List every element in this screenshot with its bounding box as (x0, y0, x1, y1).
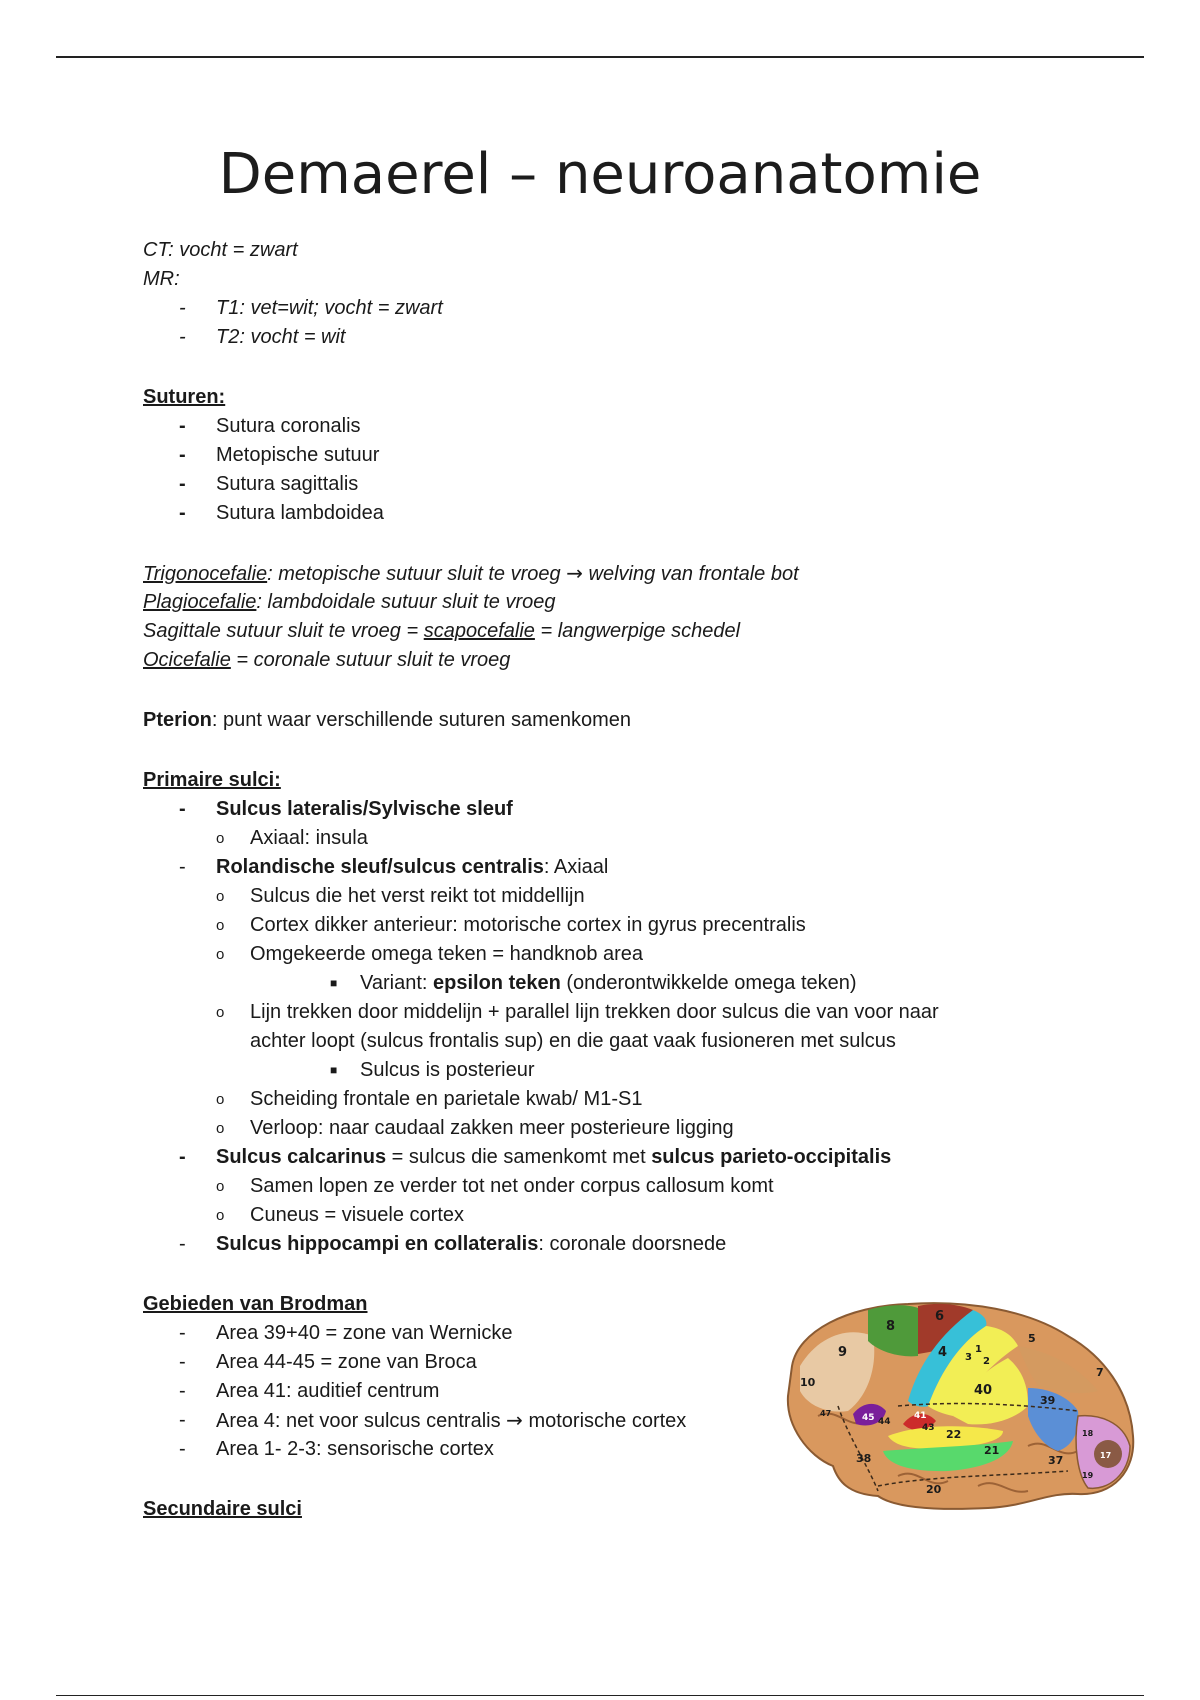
list-item: ■ Sulcus is posterieur (330, 1059, 535, 1081)
list-item: o Cortex dikker anterieur: motorische cortex in gyrus precentralis (216, 914, 806, 936)
list-item: o Cuneus = visuele cortex (216, 1204, 465, 1226)
brain-label: 22 (946, 1428, 962, 1441)
list-item: ■ Variant: epsilon teken (onderontwikkelde omega teken) (330, 972, 857, 994)
brain-label: 5 (1028, 1332, 1036, 1345)
brain-label: 9 (838, 1345, 848, 1360)
brain-label: 18 (1082, 1429, 1094, 1438)
list-item: o Verloop: naar caudaal zakken meer posterieure ligging (216, 1117, 734, 1139)
list-item-continuation: achter loopt (sulcus frontalis sup) en die gaat vaak fusioneren met sulcus (250, 1030, 896, 1052)
brain-label: 7 (1096, 1366, 1104, 1379)
brain-label: 4 (938, 1345, 948, 1360)
secundaire-heading: Secundaire sulci (143, 1498, 302, 1520)
list-item: - Metopische sutuur (179, 444, 380, 466)
brain-label: 2 (983, 1356, 990, 1367)
brain-label: 20 (926, 1483, 942, 1496)
list-item: o Sulcus die het verst reikt tot middellijn (216, 885, 585, 907)
list-item: - Sulcus lateralis/Sylvische sleuf (179, 798, 513, 820)
list-item: o Lijn trekken door middelijn + parallel lijn trekken door sulcus die van voor naar (216, 1001, 939, 1023)
arrow-icon: → (566, 561, 583, 585)
brain-label: 17 (1100, 1451, 1112, 1460)
plagiocefalie-line: Plagiocefalie: lambdoidale sutuur sluit te vroeg (143, 591, 556, 613)
list-item: - Rolandische sleuf/sulcus centralis: Axiaal (179, 856, 609, 878)
brain-label: 37 (1048, 1454, 1064, 1467)
list-item: - Area 39+40 = zone van Wernicke (179, 1322, 513, 1344)
list-item: o Scheiding frontale en parietale kwab/ M1-S1 (216, 1088, 643, 1110)
list-item: - Area 4: net voor sulcus centralis → motorische cortex (179, 1408, 687, 1432)
trigonocefalie-line: Trigonocefalie: metopische sutuur sluit te vroeg → welving van frontale bot (143, 561, 799, 585)
brain-label: 45 (862, 1413, 875, 1423)
ocicefalie-line: Ocicefalie = coronale sutuur sluit te vroeg (143, 649, 511, 671)
brain-label: 40 (974, 1383, 993, 1398)
brain-label: 8 (886, 1319, 896, 1334)
suturen-heading: Suturen: (143, 386, 226, 408)
brain-label: 3 (965, 1352, 972, 1363)
list-item: - T2: vocht = wit (179, 326, 346, 348)
top-rule (56, 56, 1144, 58)
brain-label: 41 (914, 1411, 927, 1421)
list-item: - Sutura coronalis (179, 415, 361, 437)
primaire-heading: Primaire sulci: (143, 769, 281, 791)
brodmann-brain-figure (778, 1296, 1136, 1512)
list-item: - T1: vet=wit; vocht = zwart (179, 297, 443, 319)
scapocefalie-line: Sagittale sutuur sluit te vroeg = scapocefalie = langwerpige schedel (143, 620, 741, 642)
brain-label: 39 (1040, 1394, 1056, 1407)
list-item: o Omgekeerde omega teken = handknob area (216, 943, 644, 965)
list-item: o Samen lopen ze verder tot net onder corpus callosum komt (216, 1175, 774, 1197)
brain-label: 47 (820, 1409, 832, 1418)
brain-label: 21 (984, 1444, 1000, 1457)
list-item: - Sutura sagittalis (179, 473, 359, 495)
page-title: Demaerel – neuroanatomie (218, 142, 982, 207)
brain-label: 6 (935, 1309, 945, 1324)
list-item: - Sulcus calcarinus = sulcus die samenkomt met sulcus parieto-occipitalis (179, 1146, 892, 1168)
list-item: - Area 41: auditief centrum (179, 1380, 440, 1402)
ct-line: CT: vocht = zwart (143, 239, 298, 261)
list-item: - Area 44-45 = zone van Broca (179, 1351, 477, 1373)
brain-label: 38 (856, 1452, 872, 1465)
brain-label: 43 (922, 1423, 935, 1433)
brain-label: 19 (1082, 1471, 1094, 1480)
list-item: - Sulcus hippocampi en collateralis: coronale doorsnede (179, 1233, 727, 1255)
mr-line: MR: (143, 268, 180, 290)
pterion-line: Pterion: punt waar verschillende suturen samenkomen (143, 709, 632, 731)
list-item: - Sutura lambdoidea (179, 502, 384, 524)
brain-label: 10 (800, 1376, 816, 1389)
list-item: - Area 1- 2-3: sensorische cortex (179, 1438, 494, 1460)
arrow-icon: → (506, 1408, 523, 1432)
bottom-rule (56, 1695, 1144, 1696)
brodman-heading: Gebieden van Brodman (143, 1293, 368, 1315)
brain-label: 1 (975, 1344, 982, 1355)
list-item: o Axiaal: insula (216, 827, 368, 849)
brain-label: 44 (878, 1417, 891, 1427)
